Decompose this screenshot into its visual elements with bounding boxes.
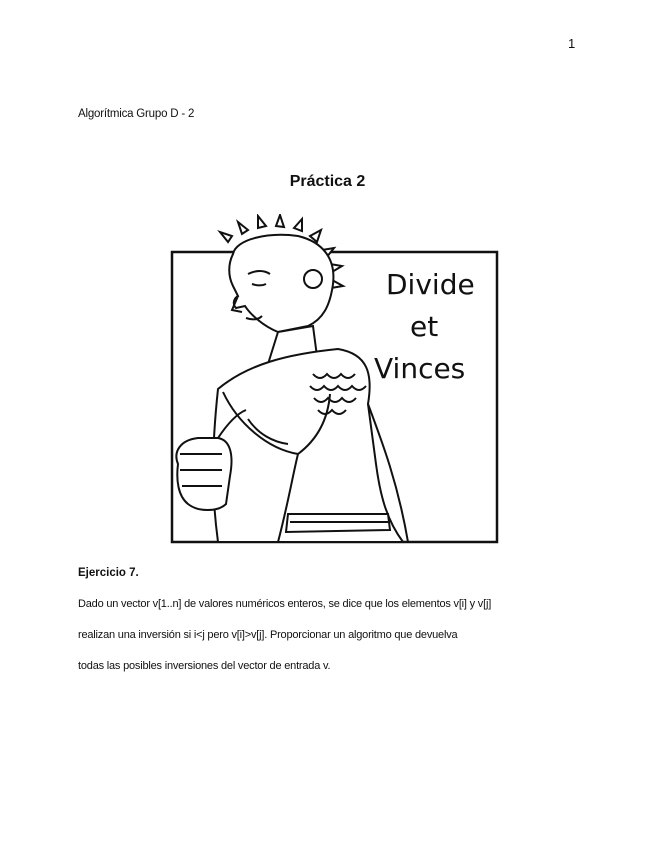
exercise-text-line: realizan una inversión si i<j pero v[i]>v[j]. Proporcionar un algoritmo que devuelva [78, 629, 458, 641]
exercise-heading: Ejercicio 7. [78, 567, 139, 579]
caesar-illustration [118, 214, 508, 548]
caesar-head [229, 235, 333, 332]
document-header: Algorítmica Grupo D - 2 [78, 108, 195, 120]
exercise-text-line: todas las posibles inversiones del vector de entrada v. [78, 660, 331, 672]
motto-line-2: et [410, 310, 439, 343]
exercise-text-line: Dado un vector v[1..n] de valores numéricos enteros, se dice que los elementos v[i] y v[j] [78, 598, 492, 610]
page-number: 1 [568, 36, 576, 51]
page-title: Práctica 2 [289, 173, 366, 190]
motto-line-1: Divide [386, 268, 475, 301]
motto-line-3: Vinces [374, 352, 466, 385]
